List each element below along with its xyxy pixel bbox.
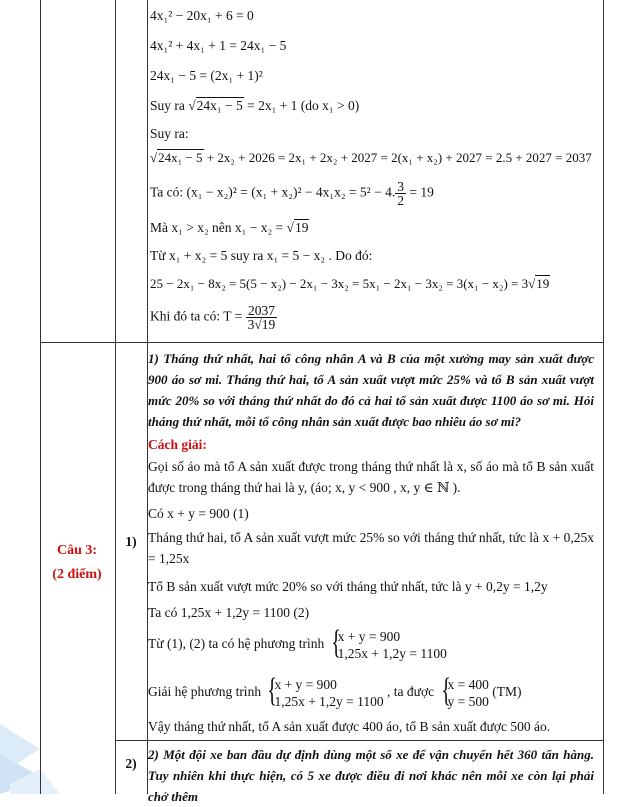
- system-row: x + y = 900: [274, 677, 337, 692]
- question-title: Câu 3:: [56, 543, 98, 558]
- text-fragment: Giải hệ phương trình: [148, 684, 265, 700]
- equation-line: [150, 150, 592, 166]
- fraction: [395, 180, 406, 207]
- text-fragment: = 19: [405, 184, 434, 200]
- solution-step: Có x + y = 900 (1): [148, 506, 249, 521]
- text-fragment: Mà x₁ > x₂ nên x₁ − x₂ = √: [150, 220, 294, 235]
- row-divider: [41, 342, 603, 343]
- equation-line: [150, 220, 309, 236]
- row-divider: [115, 740, 603, 741]
- solution-system: [438, 672, 489, 710]
- equation-line: [150, 304, 277, 331]
- solution-step: [148, 672, 594, 710]
- sqrt-symbol: √: [188, 98, 196, 113]
- brace-icon: {: [440, 672, 451, 709]
- radicand: 19: [536, 276, 550, 291]
- equation-line: 24x₁ − 5 = (2x₁ + 1)²: [150, 68, 263, 83]
- numerator: 3: [397, 179, 404, 194]
- text-fragment: (TM): [492, 684, 522, 700]
- denominator: 3√19: [247, 317, 276, 332]
- problem-statement: 1) Tháng thứ nhất, hai tổ công nhân A và B của một xưởng may sản xuất được 900 áo sơ mi. Tháng thứ hai, tổ A sản xuất vượt mức 25% và tổ B sản xuất vượt mức 20% so với tháng thứ nhất do đó cả hai tổ sản xuất được 1100 áo sơ mi. Hỏi tháng thứ nhất, mỗi tổ công nhân sản xuất được bao nhiêu áo sơ mi?: [148, 351, 594, 429]
- method-heading: Cách giải:: [148, 437, 207, 452]
- solution-step: Tháng thứ hai, tổ A sản xuất vượt mức 25% so với tháng thứ nhất, tức là x + 0,25x = 1,25x: [148, 530, 594, 566]
- text-fragment: Từ (1), (2) ta có hệ phương trình: [148, 636, 328, 652]
- text-fragment: , ta được: [387, 684, 438, 700]
- fraction: [246, 304, 278, 331]
- equation-line: [150, 276, 550, 292]
- system-row: y = 500: [447, 694, 489, 709]
- equation-system: [264, 672, 384, 710]
- radicand: 24x₁ − 5: [196, 98, 243, 113]
- brace-icon: {: [330, 624, 341, 661]
- text-fragment: Khi đó ta có: T =: [150, 308, 246, 324]
- numerator: 2037: [246, 304, 278, 318]
- system-row: 1,25x + 1,2y = 1100: [337, 646, 447, 661]
- sqrt-symbol: √: [150, 150, 158, 165]
- text-fragment: 25 − 2x₁ − 8x₂ = 5(5 − x₂) − 2x₁ − 3x₂ = 5x₁ − 2x₁ − 3x₂ = 3(x₁ − x₂) = 3√: [150, 276, 536, 291]
- text-line: Suy ra:: [150, 126, 189, 141]
- column-divider: [115, 0, 116, 794]
- text-fragment: = 2x₁ + 1 (do x₁ > 0): [243, 98, 360, 113]
- system-row: x + y = 900: [337, 629, 401, 644]
- brace-icon: {: [267, 672, 278, 709]
- system-row: 1,25x + 1,2y = 1100: [274, 694, 384, 709]
- text-fragment: Ta có: (x₁ − x₂)² = (x₁ + x₂)² − 4x₁x₂ = 5² − 4.: [150, 184, 396, 200]
- equation-line: Từ x₁ + x₂ = 5 suy ra x₁ = 5 − x₂ . Do đó:: [150, 248, 373, 263]
- solution-step: Tổ B sản xuất vượt mức 20% so với tháng thứ nhất, tức là y + 0,2y = 1,2y: [148, 579, 548, 594]
- equation-line: [150, 180, 434, 207]
- part-number: 1): [125, 534, 137, 549]
- solution-step: [148, 624, 594, 662]
- text-fragment: + 2x₂ + 2026 = 2x₁ + 2x₂ + 2027 = 2(x₁ + x₂) + 2027 = 2.5 + 2027 = 2037: [203, 150, 592, 165]
- question-points: (2 điểm): [52, 567, 102, 582]
- text-fragment: Suy ra: [150, 98, 189, 113]
- radicand: 24x₁ − 5: [158, 150, 203, 165]
- radicand: 19: [294, 220, 309, 235]
- problem-statement: 2) Một đội xe ban đầu dự định dùng một số xe để vận chuyển hết 360 tấn hàng. Tuy nhiên khi thực hiện, có 5 xe được điều đi nơi khác nên mỗi xe còn lại phải chở thêm: [148, 747, 594, 804]
- equation-line: [150, 98, 359, 114]
- part-number: 2): [125, 756, 137, 771]
- equation-line: 4x₁² − 20x₁ + 6 = 0: [150, 8, 254, 23]
- denominator: 2: [397, 193, 404, 208]
- equation-line: 4x₁² + 4x₁ + 1 = 24x₁ − 5: [150, 38, 287, 53]
- solution-step: Ta có 1,25x + 1,2y = 1100 (2): [148, 605, 310, 620]
- equation-system: [328, 624, 447, 662]
- system-row: x = 400: [447, 677, 489, 692]
- solution-conclusion: Vậy tháng thứ nhất, tổ A sản xuất được 400 áo, tổ B sản xuất được 500 áo.: [148, 719, 551, 734]
- solution-step: Gọi số áo mà tổ A sản xuất được trong tháng thứ nhất là x, số áo mà tổ B sản xuất được trong tháng thứ hai là y, (áo; x, y < 900 , x, y ∈ ℕ ).: [148, 459, 594, 495]
